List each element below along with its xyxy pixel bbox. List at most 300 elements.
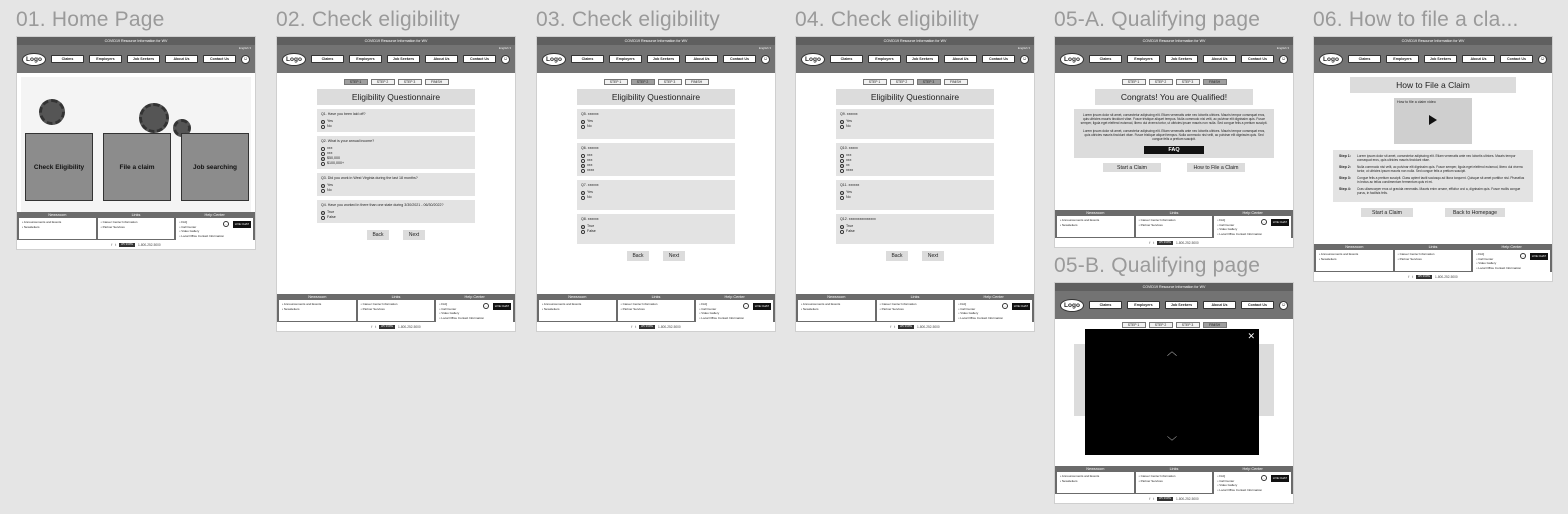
footer-list	[539, 300, 616, 321]
radio-option[interactable]: xxx	[581, 153, 731, 158]
question-card	[577, 109, 735, 139]
radio-icon[interactable]	[840, 196, 844, 200]
logo[interactable]: Logo	[542, 53, 566, 66]
step-3[interactable]: STEP 3	[398, 79, 422, 85]
state-badge: WV STATE	[381, 325, 393, 328]
user-icon[interactable]: ☺	[762, 56, 769, 62]
radio-icon[interactable]	[321, 147, 325, 151]
radio-icon[interactable]	[840, 120, 844, 124]
nav-employers[interactable]: Employers	[89, 55, 122, 63]
footer-list	[1214, 216, 1291, 238]
nav-contact-us[interactable]: Contact Us	[463, 55, 496, 63]
nav-claims[interactable]: Claims	[51, 55, 84, 63]
footer-link[interactable]: • FAQ	[439, 302, 448, 306]
radio-icon[interactable]	[840, 230, 844, 234]
job-searching-card[interactable]: Job searching	[181, 133, 249, 201]
facebook-icon[interactable]: f	[631, 324, 633, 329]
nav-employers[interactable]: Employers	[1127, 55, 1160, 63]
live-chat-button[interactable]: LIVE CHAT	[754, 304, 770, 308]
user-icon[interactable]: ☺	[1539, 56, 1546, 62]
live-chat-button[interactable]: LIVE CHAT	[494, 304, 510, 308]
eligibility-step1-frame	[276, 36, 516, 332]
radio-option[interactable]: False	[840, 229, 990, 234]
footer-link[interactable]: • Newsletters	[542, 306, 560, 311]
footer-links	[1395, 245, 1472, 271]
footer-link[interactable]: • Career Center Information	[1397, 252, 1435, 256]
facebook-icon[interactable]: f	[1149, 496, 1151, 501]
radio-icon[interactable]	[840, 225, 844, 229]
footer-link[interactable]: • Call Center	[179, 224, 197, 229]
footer-link[interactable]: • Career Center Information	[1138, 474, 1176, 478]
chat-icon: …	[1521, 254, 1525, 258]
nav-job-seekers[interactable]: Job Seekers	[1424, 55, 1457, 63]
radio-option[interactable]: xxxx	[581, 168, 731, 173]
footer-link[interactable]: • FAQ	[1217, 218, 1226, 222]
question-card	[836, 109, 994, 139]
footer-link[interactable]: • FAQ	[1476, 252, 1485, 256]
next-button[interactable]: Next	[663, 251, 685, 261]
logo[interactable]: Logo	[22, 53, 46, 66]
footer-link[interactable]: • Call Center	[1217, 478, 1235, 483]
chevron-down-icon[interactable]: ﹀	[1167, 437, 1177, 448]
footer-link[interactable]: • Career Center Information	[1138, 218, 1176, 222]
footer-link[interactable]: • Partner Services	[620, 306, 645, 311]
form-actions	[796, 251, 1034, 261]
state-badge: WV STATE	[121, 243, 133, 246]
start-claim-button[interactable]: Start a Claim	[1361, 208, 1413, 217]
page-title: Congrats! You are Qualified!	[1095, 89, 1253, 105]
footer-link[interactable]: • Video Gallery	[439, 311, 460, 316]
file-claim-card[interactable]: File a claim	[103, 133, 171, 201]
eligibility-step2-frame	[536, 36, 776, 332]
step-1[interactable]: STEP 1	[1122, 322, 1146, 328]
radio-icon[interactable]	[321, 211, 325, 215]
frame-title-qualifying-b: 05-B. Qualifying page	[1054, 254, 1261, 277]
radio-option[interactable]: xxxx	[840, 168, 990, 173]
radio-icon[interactable]	[581, 191, 585, 195]
radio-icon[interactable]	[840, 159, 844, 163]
radio-icon[interactable]	[321, 120, 325, 124]
radio-option[interactable]: xxx	[321, 146, 471, 151]
radio-option[interactable]: $50,000	[321, 156, 471, 161]
nav-employers[interactable]: Employers	[609, 55, 642, 63]
footer-link[interactable]: • Announcements and Events	[801, 302, 841, 306]
footer-link[interactable]: • Announcements and Events	[1319, 252, 1359, 256]
social-bar	[1314, 272, 1552, 281]
footer-link[interactable]: • Video Gallery	[1217, 227, 1238, 232]
step-1[interactable]: STEP 1	[344, 79, 368, 85]
nav-employers[interactable]: Employers	[1127, 301, 1160, 309]
main-nav	[796, 45, 1034, 73]
question-card	[577, 143, 735, 176]
footer-link[interactable]: • Local Office Contact Information	[439, 315, 485, 320]
footer-link[interactable]: • Announcements and Events	[1060, 474, 1100, 478]
nav-claims[interactable]: Claims	[1089, 55, 1122, 63]
video-title: How to file a claim video	[1397, 100, 1436, 104]
logo[interactable]: Logo	[1060, 53, 1084, 66]
radio-option[interactable]: xx	[840, 163, 990, 168]
footer-links	[1136, 467, 1213, 493]
radio-icon[interactable]	[581, 120, 585, 124]
radio-option[interactable]: xxx	[581, 158, 731, 163]
step-finish[interactable]: FINISH	[1203, 79, 1227, 85]
footer-link[interactable]: • Local Office Contact Information	[958, 315, 1004, 320]
nav-about-us[interactable]: About Us	[944, 55, 977, 63]
step-finish[interactable]: FINISH	[944, 79, 968, 85]
footer-link[interactable]: • FAQ	[699, 302, 708, 306]
qualifying-page-b-frame	[1054, 282, 1294, 504]
footer-link[interactable]: • Partner Services	[360, 306, 385, 311]
step-text: Lorem ipsum dolor sit amet, consectetur adipiscing elit. Etiam venenatis ante nec lobortis ultrices. Mauris tempor consequat eros, quis ultricies mauris tincidunt vitae.	[1357, 154, 1516, 162]
language-select[interactable]: English ▾	[1017, 46, 1030, 50]
radio-option[interactable]: Yes	[840, 119, 990, 124]
nav-job-seekers[interactable]: Job Seekers	[906, 55, 939, 63]
step-2[interactable]: STEP 2	[371, 79, 395, 85]
nav-job-seekers[interactable]: Job Seekers	[127, 55, 160, 63]
nav-contact-us[interactable]: Contact Us	[1241, 55, 1274, 63]
radio-option[interactable]: xxx	[581, 163, 731, 168]
footer-link[interactable]: • Local Office Contact Information	[179, 233, 225, 238]
hero-illustration	[21, 77, 251, 213]
radio-option[interactable]: xxx	[321, 151, 471, 156]
footer-link[interactable]: • Call Center	[699, 306, 717, 311]
footer-link[interactable]: • Call Center	[958, 306, 976, 311]
radio-option[interactable]: No	[840, 195, 990, 200]
question-text: Q8. xxxxxx	[581, 217, 599, 221]
radio-option[interactable]: True	[840, 224, 990, 229]
chevron-up-icon[interactable]: ︿	[1167, 347, 1177, 358]
footer-list	[98, 218, 175, 239]
facebook-icon[interactable]: f	[371, 324, 373, 329]
faq-button[interactable]: FAQ	[1144, 146, 1204, 154]
radio-option[interactable]: No	[321, 124, 471, 129]
footer-link[interactable]: • FAQ	[1217, 474, 1226, 478]
footer-link[interactable]: • Local Office Contact Information	[699, 315, 745, 320]
back-button[interactable]: Back	[367, 230, 389, 240]
language-select[interactable]: English ▾	[238, 46, 251, 50]
back-button[interactable]: Back	[886, 251, 908, 261]
radio-icon[interactable]	[840, 169, 844, 173]
state-badge: WV STATE	[641, 325, 653, 328]
frame-title-home: 01. Home Page	[16, 8, 165, 31]
back-to-homepage-button[interactable]: Back to Homepage	[1445, 208, 1505, 217]
live-chat-button[interactable]: LIVE CHAT	[234, 222, 250, 226]
footer-link[interactable]: • Local Office Contact Information	[1476, 265, 1522, 270]
radio-icon[interactable]	[321, 152, 325, 156]
footer-link[interactable]: • Partner Services	[879, 306, 904, 311]
radio-icon[interactable]	[581, 225, 585, 229]
footer-link[interactable]: • Career Center Information	[620, 302, 658, 306]
radio-icon[interactable]	[321, 157, 325, 161]
question-text: Q2. What is your annual income?	[321, 139, 375, 143]
nav-claims[interactable]: Claims	[1089, 301, 1122, 309]
footer-heading: Links	[1169, 467, 1179, 471]
radio-icon[interactable]	[840, 125, 844, 129]
footer-link[interactable]: • Local Office Contact Information	[1217, 487, 1263, 492]
radio-icon[interactable]	[321, 216, 325, 220]
play-icon[interactable]	[1429, 115, 1437, 125]
footer-link[interactable]: • Partner Services	[1397, 256, 1422, 261]
claim-video-player[interactable]	[1394, 98, 1472, 144]
step-label: Step 1:	[1339, 154, 1351, 158]
footer-links	[358, 295, 435, 321]
footer-link[interactable]: • Newsletters	[801, 306, 819, 311]
form-actions	[537, 251, 775, 261]
radio-icon[interactable]	[321, 162, 325, 166]
footer-heading: Help Center	[1501, 245, 1522, 249]
nav-about-us[interactable]: About Us	[1462, 55, 1495, 63]
footer-help	[1214, 211, 1291, 237]
nav-employers[interactable]: Employers	[349, 55, 382, 63]
radio-icon[interactable]	[321, 189, 325, 193]
footer-link[interactable]: • Newsletters	[282, 306, 300, 311]
footer-link[interactable]: • Local Office Contact Information	[1217, 231, 1263, 236]
nav-contact-us[interactable]: Contact Us	[723, 55, 756, 63]
twitter-icon[interactable]: t	[635, 324, 637, 329]
footer-link[interactable]: • FAQ	[958, 302, 967, 306]
nav-job-seekers[interactable]: Job Seekers	[647, 55, 680, 63]
footer-link[interactable]: • Announcements and Events	[542, 302, 582, 306]
radio-option[interactable]: No	[321, 188, 471, 193]
footer-heading: Links	[1169, 211, 1179, 215]
footer-heading: Links	[131, 213, 141, 217]
question-text: Q10. xxxxx	[840, 146, 858, 150]
how-to-file-button[interactable]: How to File a Claim	[1187, 163, 1245, 172]
footer-link[interactable]: • Partner Services	[1138, 222, 1163, 227]
radio-icon[interactable]	[581, 169, 585, 173]
twitter-icon[interactable]: t	[894, 324, 896, 329]
chat-icon: …	[1262, 220, 1266, 224]
facebook-icon[interactable]: f	[1408, 274, 1410, 279]
phone-number: 1-800-252-5000	[1175, 240, 1199, 245]
next-button[interactable]: Next	[403, 230, 425, 240]
radio-icon[interactable]	[581, 154, 585, 158]
radio-icon[interactable]	[840, 154, 844, 158]
language-select[interactable]: English ▾	[498, 46, 511, 50]
next-button[interactable]: Next	[922, 251, 944, 261]
facebook-icon[interactable]: f	[111, 242, 113, 247]
footer-link[interactable]: • Newsletters	[1060, 222, 1078, 227]
radio-icon[interactable]	[581, 230, 585, 234]
footer-link[interactable]: • Partner Services	[1138, 478, 1163, 483]
nav-contact-us[interactable]: Contact Us	[982, 55, 1015, 63]
footer-list	[1136, 472, 1213, 493]
social-bar	[537, 322, 775, 331]
live-chat-button[interactable]: LIVE CHAT	[1013, 304, 1029, 308]
footer-links	[877, 295, 954, 321]
back-button[interactable]: Back	[627, 251, 649, 261]
step-finish[interactable]: FINISH	[425, 79, 449, 85]
radio-icon[interactable]	[581, 196, 585, 200]
page-title: Eligibility Questionnaire	[836, 89, 994, 105]
language-select[interactable]: English ▾	[758, 46, 771, 50]
step-1[interactable]: STEP 1	[604, 79, 628, 85]
step-2[interactable]: STEP 2	[890, 79, 914, 85]
nav-claims[interactable]: Claims	[1348, 55, 1381, 63]
frame-title-how-to-file: 06. How to file a cla...	[1313, 8, 1519, 31]
nav-employers[interactable]: Employers	[868, 55, 901, 63]
step-3[interactable]: STEP 3	[917, 79, 941, 85]
start-claim-button[interactable]: Start a Claim	[1103, 163, 1161, 172]
logo[interactable]: Logo	[1319, 53, 1343, 66]
check-eligibility-card[interactable]: Check Eligibility	[25, 133, 93, 201]
step-text: Congue felis a pretium suscipit. Class aptent taciti sociosqu ad litora torquent. Quisque sit amet porttitor nisl. Phasellus in lectus ac tellus condimentum fermentum quis et mi.	[1357, 176, 1525, 184]
radio-option[interactable]: xxx	[840, 153, 990, 158]
footer-list	[279, 300, 356, 321]
radio-option[interactable]: No	[581, 124, 731, 129]
nav-contact-us[interactable]: Contact Us	[1500, 55, 1533, 63]
radio-option[interactable]: Yes	[581, 190, 731, 195]
user-icon[interactable]: ☺	[1280, 302, 1287, 308]
live-chat-button[interactable]: LIVE CHAT	[1531, 254, 1547, 258]
radio-option[interactable]: Yes	[840, 190, 990, 195]
live-chat-button[interactable]: LIVE CHAT	[1272, 220, 1288, 224]
nav-employers[interactable]: Employers	[1386, 55, 1419, 63]
radio-icon[interactable]	[581, 125, 585, 129]
step-indicator	[1055, 79, 1293, 85]
footer-link[interactable]: • Partner Services	[100, 224, 125, 229]
twitter-icon[interactable]: t	[1412, 274, 1414, 279]
state-badge: WV STATE	[900, 325, 912, 328]
radio-icon[interactable]	[581, 164, 585, 168]
step-indicator	[537, 79, 775, 85]
chat-icon: …	[224, 222, 228, 226]
question-text: Q4. Have you worked in there than one state during 3/30/2021 - 06/30/2022?	[321, 203, 444, 207]
radio-option[interactable]: No	[840, 124, 990, 129]
step-1[interactable]: STEP 1	[1122, 79, 1146, 85]
question-card	[317, 109, 475, 132]
footer-help	[696, 295, 773, 321]
user-icon[interactable]: ☺	[1280, 56, 1287, 62]
radio-option[interactable]: False	[321, 215, 471, 220]
footer-link[interactable]: • Video Gallery	[1217, 483, 1238, 488]
footer-link[interactable]: • Newsletters	[22, 224, 40, 229]
nav-about-us[interactable]: About Us	[165, 55, 198, 63]
main-nav	[17, 45, 255, 73]
step-finish[interactable]: FINISH	[1203, 322, 1227, 328]
nav-claims[interactable]: Claims	[311, 55, 344, 63]
radio-option[interactable]: xxx	[840, 158, 990, 163]
footer-link[interactable]: • Announcements and Events	[282, 302, 322, 306]
footer-link[interactable]: • Newsletters	[1319, 256, 1337, 261]
facebook-icon[interactable]: f	[1149, 240, 1151, 245]
step-finish[interactable]: FINISH	[685, 79, 709, 85]
nav-about-us[interactable]: About Us	[685, 55, 718, 63]
radio-icon[interactable]	[321, 184, 325, 188]
footer-heading: Help Center	[1242, 211, 1263, 215]
phone-number: 1-800-252-5000	[1434, 274, 1458, 279]
footer-heading: Newsroom	[1345, 245, 1364, 249]
radio-option[interactable]: False	[581, 229, 731, 234]
footer	[1055, 466, 1293, 494]
footer-link[interactable]: • Announcements and Events	[1060, 218, 1100, 222]
nav-about-us[interactable]: About Us	[1203, 301, 1236, 309]
step-2[interactable]: STEP 2	[1149, 322, 1173, 328]
footer-link[interactable]: • Career Center Information	[100, 220, 138, 224]
step-3[interactable]: STEP 3	[1176, 322, 1200, 328]
nav-claims[interactable]: Claims	[830, 55, 863, 63]
footer	[1314, 244, 1552, 272]
user-icon[interactable]: ☺	[242, 56, 249, 62]
radio-option[interactable]: True	[321, 210, 471, 215]
step-2[interactable]: STEP 2	[631, 79, 655, 85]
nav-contact-us[interactable]: Contact Us	[1241, 301, 1274, 309]
form-actions	[277, 230, 515, 240]
footer-link[interactable]: • Video Gallery	[179, 229, 200, 234]
footer-list	[618, 300, 695, 321]
frame-title-qualifying-a: 05-A. Qualifying page	[1054, 8, 1261, 31]
radio-icon[interactable]	[840, 164, 844, 168]
footer-link[interactable]: • Newsletters	[1060, 478, 1078, 483]
step-2[interactable]: STEP 2	[1149, 79, 1173, 85]
footer-link[interactable]: • Call Center	[439, 306, 457, 311]
nav-job-seekers[interactable]: Job Seekers	[1165, 301, 1198, 309]
nav-about-us[interactable]: About Us	[1203, 55, 1236, 63]
footer-link[interactable]: • Announcements and Events	[22, 220, 62, 224]
logo[interactable]: Logo	[801, 53, 825, 66]
nav-about-us[interactable]: About Us	[425, 55, 458, 63]
twitter-icon[interactable]: t	[375, 324, 377, 329]
twitter-icon[interactable]: t	[115, 242, 117, 247]
footer-link[interactable]: • Video Gallery	[699, 311, 720, 316]
user-icon[interactable]: ☺	[502, 56, 509, 62]
user-icon[interactable]: ☺	[1021, 56, 1028, 62]
step-3[interactable]: STEP 3	[1176, 79, 1200, 85]
footer-help	[436, 295, 513, 321]
radio-option[interactable]: $100,000+	[321, 161, 471, 166]
nav-contact-us[interactable]: Contact Us	[203, 55, 236, 63]
footer-link[interactable]: • Career Center Information	[360, 302, 398, 306]
step-3[interactable]: STEP 3	[658, 79, 682, 85]
main-nav	[1314, 45, 1552, 73]
twitter-icon[interactable]: t	[1153, 240, 1155, 245]
radio-icon[interactable]	[581, 159, 585, 163]
step-1[interactable]: STEP 1	[863, 79, 887, 85]
footer-link[interactable]: • Call Center	[1476, 256, 1494, 261]
radio-icon[interactable]	[840, 191, 844, 195]
footer-link[interactable]: • Career Center Information	[879, 302, 917, 306]
logo[interactable]: Logo	[1060, 299, 1084, 312]
footer-link[interactable]: • Call Center	[1217, 222, 1235, 227]
radio-option[interactable]: Yes	[581, 119, 731, 124]
nav-job-seekers[interactable]: Job Seekers	[1165, 55, 1198, 63]
close-icon[interactable]: ✕	[1247, 331, 1255, 341]
live-chat-button[interactable]: LIVE CHAT	[1272, 476, 1288, 480]
radio-option[interactable]: Yes	[321, 119, 471, 124]
howto-actions	[1314, 208, 1552, 217]
footer-list	[1395, 250, 1472, 271]
footer-heading: Newsroom	[308, 295, 327, 299]
nav-claims[interactable]: Claims	[571, 55, 604, 63]
nav-job-seekers[interactable]: Job Seekers	[387, 55, 420, 63]
faq-modal[interactable]	[1085, 329, 1259, 455]
footer-link[interactable]: • Video Gallery	[1476, 261, 1497, 266]
step-row	[1339, 187, 1527, 195]
page-title: How to File a Claim	[1350, 77, 1516, 93]
logo[interactable]: Logo	[282, 53, 306, 66]
footer-newsroom	[19, 213, 96, 239]
radio-option[interactable]: No	[581, 195, 731, 200]
language-select[interactable]: English ▾	[1276, 46, 1289, 50]
resource-banner: COVID19 Resource Information for WV	[17, 37, 255, 45]
radio-option[interactable]: Yes	[321, 183, 471, 188]
footer-link[interactable]: • FAQ	[179, 220, 188, 224]
twitter-icon[interactable]: t	[1153, 496, 1155, 501]
radio-icon[interactable]	[321, 125, 325, 129]
facebook-icon[interactable]: f	[890, 324, 892, 329]
footer-link[interactable]: • Video Gallery	[958, 311, 979, 316]
radio-option[interactable]: True	[581, 224, 731, 229]
